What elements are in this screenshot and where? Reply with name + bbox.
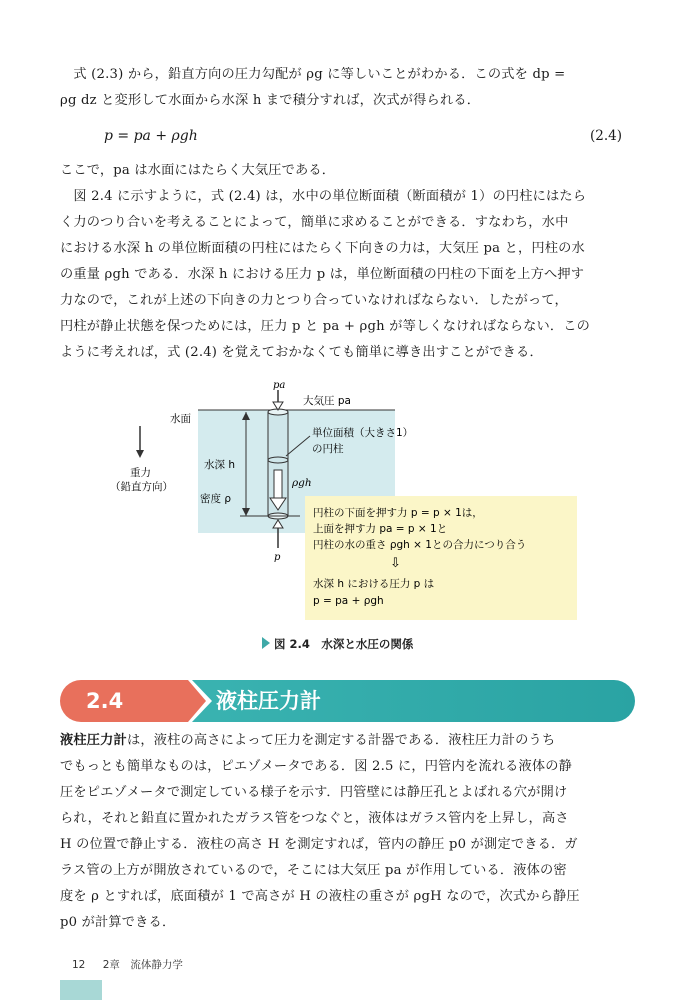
box-line-4: 水深 h における圧力 p は xyxy=(313,578,435,590)
page-edge-tab xyxy=(60,980,102,1000)
label-cylinder: の円柱 xyxy=(312,443,344,455)
section-body-text: は，液柱の高さによって圧力を測定する計器である．液柱圧力計のうち でもっとも簡単なものは，ピエゾメータである．図 2.5 に，円管内を流れる液体の静 圧をピエゾメータで測定している様子を示す．円管壁には静圧孔とよばれる穴が開け られ，それと鉛直に置かれたガラス管をつなぐと，液体はガラス管内を上昇し，高さ H の位置で静止する．液柱の高さ H を測定すれば，管内の静圧 p0 が測定できる．ガ ラス管の上方が開放されているので，そこには大気圧 pa が作用している．液体の密 度を ρ とすれば，底面積が 1 で高さが H の液柱の重さが ρgH なので，次式から静圧 p0 が計算できる． xyxy=(60,733,580,930)
gravity-arrow-head xyxy=(136,450,144,458)
equation: p = pa + ρgh xyxy=(104,128,198,144)
label-unit-area: 単位面積（大きさ1） xyxy=(312,427,414,439)
intro-paragraph: 式 (2.3) から，鉛直方向の圧力勾配が ρg に等しいことがわかる．この式を dp = ρg dz と変形して水面から水深 h まで積分すれば，次式が得られる． xyxy=(60,67,566,108)
chapter-label: 2章 流体静力学 xyxy=(102,959,183,971)
chevron-right-icon xyxy=(178,680,212,722)
box-line-2: 上面を押す力 pa = p × 1と xyxy=(313,523,448,535)
label-atm: 大気圧 pa xyxy=(303,395,351,407)
label-pa-top: pa xyxy=(273,380,286,391)
section-header xyxy=(60,680,635,722)
label-density: 密度 ρ xyxy=(200,493,232,505)
figure-2-4 xyxy=(100,378,600,630)
box-line-5: p = pa + ρgh xyxy=(313,595,384,607)
section-title: 液柱圧力計 xyxy=(216,689,321,713)
label-p-bottom: p xyxy=(274,552,281,563)
box-line-1: 円柱の下面を押す力 p = p × 1は， xyxy=(313,507,483,519)
label-depth: 水深 h xyxy=(204,459,235,471)
box-line-3: 円柱の水の重さ ρgh × 1との合力につり合う xyxy=(313,539,527,551)
page-footer xyxy=(72,957,197,972)
caption-text: 図 2.4 水深と水圧の関係 xyxy=(274,637,414,651)
label-gravity: 重力 xyxy=(130,467,151,479)
caption-triangle-icon xyxy=(262,637,270,649)
section-lead-term: 液柱圧力計 xyxy=(60,733,127,748)
section-body-paragraph xyxy=(60,728,638,936)
rgh-arrow-shaft xyxy=(274,470,282,498)
label-gravity-dir: （鉛直方向） xyxy=(110,481,173,493)
section-number: 2.4 xyxy=(60,680,185,722)
label-rgh: ρgh xyxy=(292,477,312,489)
equation-number: (2.4) xyxy=(590,128,623,144)
explanation-paragraph: ここで，pa は水面にはたらく大気圧である． 図 2.4 に示すように，式 (2.4) は，水中の単位断面積（断面積が 1）の円柱にはたら く力のつり合いを考えることによって，簡単に求めることができる．すなわち，水中 における水深 h の単位断面積の円柱にはたらく下向きの力は，大気圧 pa と，円柱の水 の重量 ρgh である．水深 h における圧力 p は，単位断面積の円柱の下面を上方へ押す 力なので，これが上述の下向きの力とつり合っていなければならない．したがって， 円柱が静止状態を保つためには，圧力 p と pa + ρgh が等しくなければならない．この ように考えれば，式 (2.4) を覚えておかなくても簡単に導き出すことができる． xyxy=(60,163,591,360)
label-surface: 水面 xyxy=(170,413,191,425)
figure-caption xyxy=(262,636,413,652)
box-down-arrow: ⇩ xyxy=(390,556,401,571)
page-number: 12 xyxy=(72,959,86,971)
